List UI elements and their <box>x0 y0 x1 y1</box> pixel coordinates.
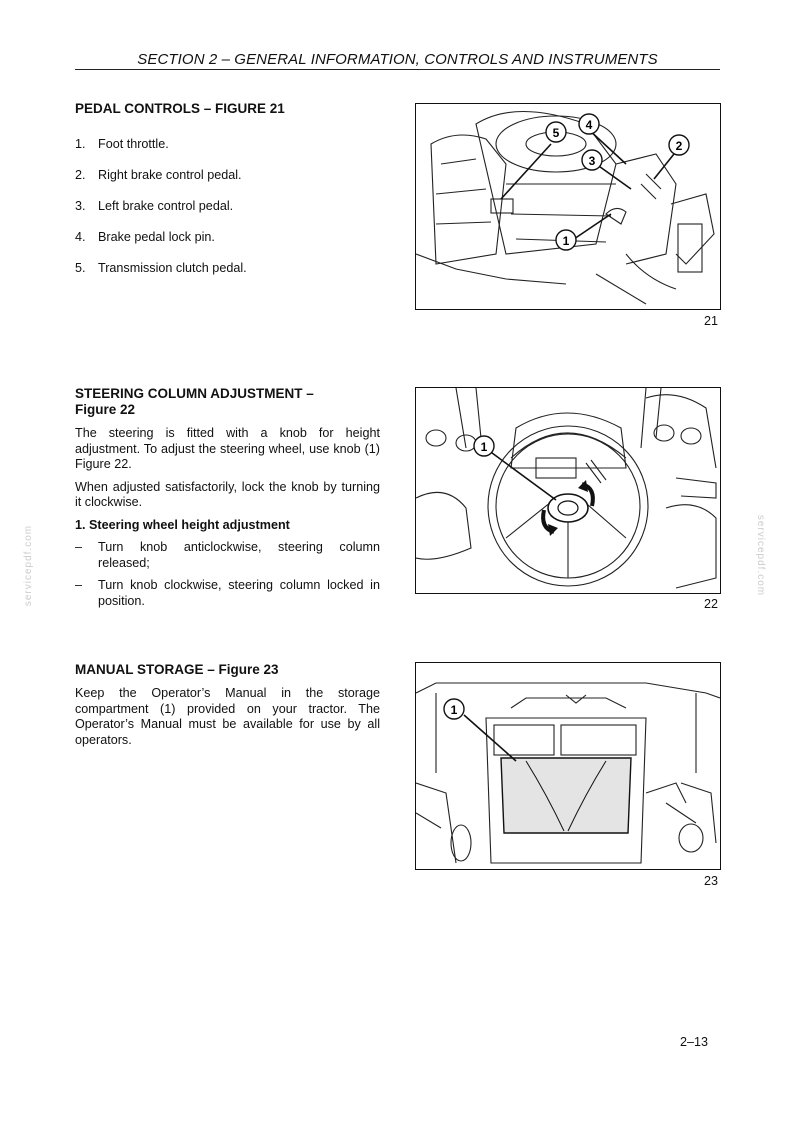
watermark-right: servicepdf.com <box>755 514 767 597</box>
figure-number-22: 22 <box>703 597 718 611</box>
callout-4: 4 <box>585 118 593 132</box>
figure-number-21: 21 <box>703 314 718 328</box>
steering-section <box>75 386 380 616</box>
steering-para-1: The steering is fitted with a knob for height adjustment. To adjust the steering wheel, use knob (1) Figure 22. <box>75 426 380 471</box>
figure-number-23: 23 <box>703 874 718 888</box>
callout-1: 1 <box>450 703 458 717</box>
steering-subheading: 1. Steering wheel height adjustment <box>75 517 290 532</box>
figure-22-steering <box>415 387 721 594</box>
list-item: 1. Foot throttle. <box>75 137 169 151</box>
callout-markers <box>546 114 689 250</box>
list-item: 2. Right brake control pedal. <box>75 168 242 182</box>
list-item: 5. Transmission clutch pedal. <box>75 261 247 275</box>
list-item: – Turn knob clockwise, steering column locked in position. <box>75 578 380 608</box>
pedal-controls-title: PEDAL CONTROLS – FIGURE 21 <box>75 101 285 116</box>
section-header: SECTION 2 – GENERAL INFORMATION, CONTROLS AND INSTRUMENTS <box>75 50 720 70</box>
callout-5: 5 <box>552 126 560 140</box>
storage-para: Keep the Operator’s Manual in the storage compartment (1) provided on your tractor. The Operator’s Manual must be available for use by all operators. <box>75 686 380 747</box>
pedal-list <box>75 137 380 277</box>
callout-3: 3 <box>588 154 596 168</box>
list-item: – Turn knob anticlockwise, steering column released; <box>75 540 380 570</box>
pedal-illustration <box>416 104 720 309</box>
pedal-controls-section <box>75 101 380 292</box>
steering-title-line2: Figure 22 <box>75 402 136 417</box>
callout-1: 1 <box>562 234 570 248</box>
callout-1: 1 <box>480 440 488 454</box>
storage-section <box>75 662 380 755</box>
page-number: 2–13 <box>679 1035 708 1049</box>
callout-2: 2 <box>675 139 683 153</box>
storage-title: MANUAL STORAGE – Figure 23 <box>75 662 279 677</box>
steering-para-2: When adjusted satisfactorily, lock the knob by turning it clockwise. <box>75 479 380 509</box>
steering-title-line1: STEERING COLUMN ADJUSTMENT – <box>75 386 314 401</box>
watermark-left: servicepdf.com <box>23 524 35 607</box>
steering-illustration <box>416 388 720 593</box>
figure-23-storage <box>415 662 721 870</box>
storage-illustration <box>416 663 720 869</box>
figure-21-pedals <box>415 103 721 310</box>
list-item: 4. Brake pedal lock pin. <box>75 230 215 244</box>
list-item: 3. Left brake control pedal. <box>75 199 234 213</box>
